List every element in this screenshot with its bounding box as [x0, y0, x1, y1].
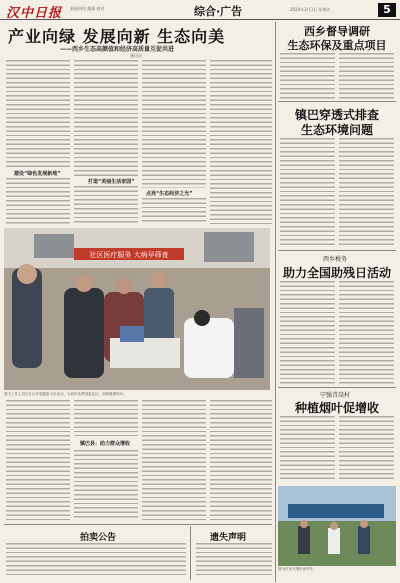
small-headline: 镇巴县：助力群众增收 — [80, 441, 131, 447]
text-column — [280, 138, 335, 248]
subsection-heading: 打造“美丽生活家园” — [88, 179, 135, 185]
text-column — [74, 400, 138, 436]
notice-title: 拍卖公告 — [80, 533, 117, 543]
text-column — [6, 178, 70, 224]
text-column — [210, 60, 272, 224]
text-column — [74, 60, 138, 176]
section-divider — [4, 524, 272, 525]
issue-date: 2024年3月1日 星期五 — [290, 7, 331, 12]
story4-headline: 种植烟叶促增收 — [294, 401, 379, 415]
story2-headline: 生态环境问题 — [300, 123, 373, 137]
text-column — [280, 53, 335, 99]
story2-headline: 镇巴穿透式排查 — [294, 108, 379, 122]
text-column — [142, 198, 206, 224]
main-news-photo — [4, 228, 270, 390]
masthead — [0, 0, 400, 20]
text-column — [6, 400, 70, 520]
lead-subhead: ——西乡生态高颜值和经济高质量互促共进 — [60, 46, 175, 53]
text-column — [210, 400, 272, 520]
notice-text — [6, 543, 186, 577]
tobacco-field-photo — [278, 486, 396, 566]
text-column — [74, 186, 138, 224]
box-divider — [190, 526, 191, 580]
story-divider — [278, 101, 396, 102]
masthead-info: 新闻热线 编辑 校对 — [70, 6, 105, 11]
text-column — [339, 138, 394, 248]
story1-headline: 西乡督导调研 — [304, 25, 370, 38]
text-column — [280, 281, 335, 385]
story-divider — [278, 387, 396, 388]
main-photo-caption: 图为工作人员在社区开展健康义诊活动，为居民免费测量血压、讲解健康知识。 — [4, 392, 127, 396]
text-column — [6, 60, 70, 168]
page-number: 5 — [378, 3, 396, 17]
right-photo-caption: 图为村民在烟田里劳作。 — [278, 567, 317, 571]
column-divider — [275, 22, 276, 582]
text-column — [339, 416, 394, 482]
text-column — [339, 53, 394, 99]
newspaper-logo: 汉中日报 — [6, 6, 63, 21]
village-photo — [278, 486, 396, 566]
subsection-heading: 建设“绿色发展新地” — [14, 171, 61, 177]
story3-kicker: 西乡税务 — [322, 256, 347, 263]
text-column — [339, 281, 394, 385]
lost-notice-title: 遗失声明 — [210, 533, 247, 543]
photo-banner-text: 社区医疗服务 大病早筛查 — [89, 251, 169, 259]
story3-headline: 助力全国助残日活动 — [282, 266, 391, 280]
lead-headline: 产业向绿 发展向新 生态向美 — [8, 27, 226, 46]
text-column — [142, 60, 206, 188]
lost-notice-text — [196, 543, 272, 577]
subsection-heading: 点亮“生态经济之光” — [146, 191, 193, 197]
text-column — [74, 450, 138, 520]
text-column — [142, 400, 206, 520]
story4-kicker: 宁强青岗村 — [319, 392, 350, 399]
story-divider — [278, 250, 396, 251]
lead-byline: 通讯员 — [130, 53, 142, 58]
health-clinic-photo — [4, 228, 270, 390]
section-title: 综合·广告 — [194, 5, 243, 18]
text-column — [280, 416, 335, 482]
story1-headline: 生态环保及重点项目 — [287, 39, 387, 52]
